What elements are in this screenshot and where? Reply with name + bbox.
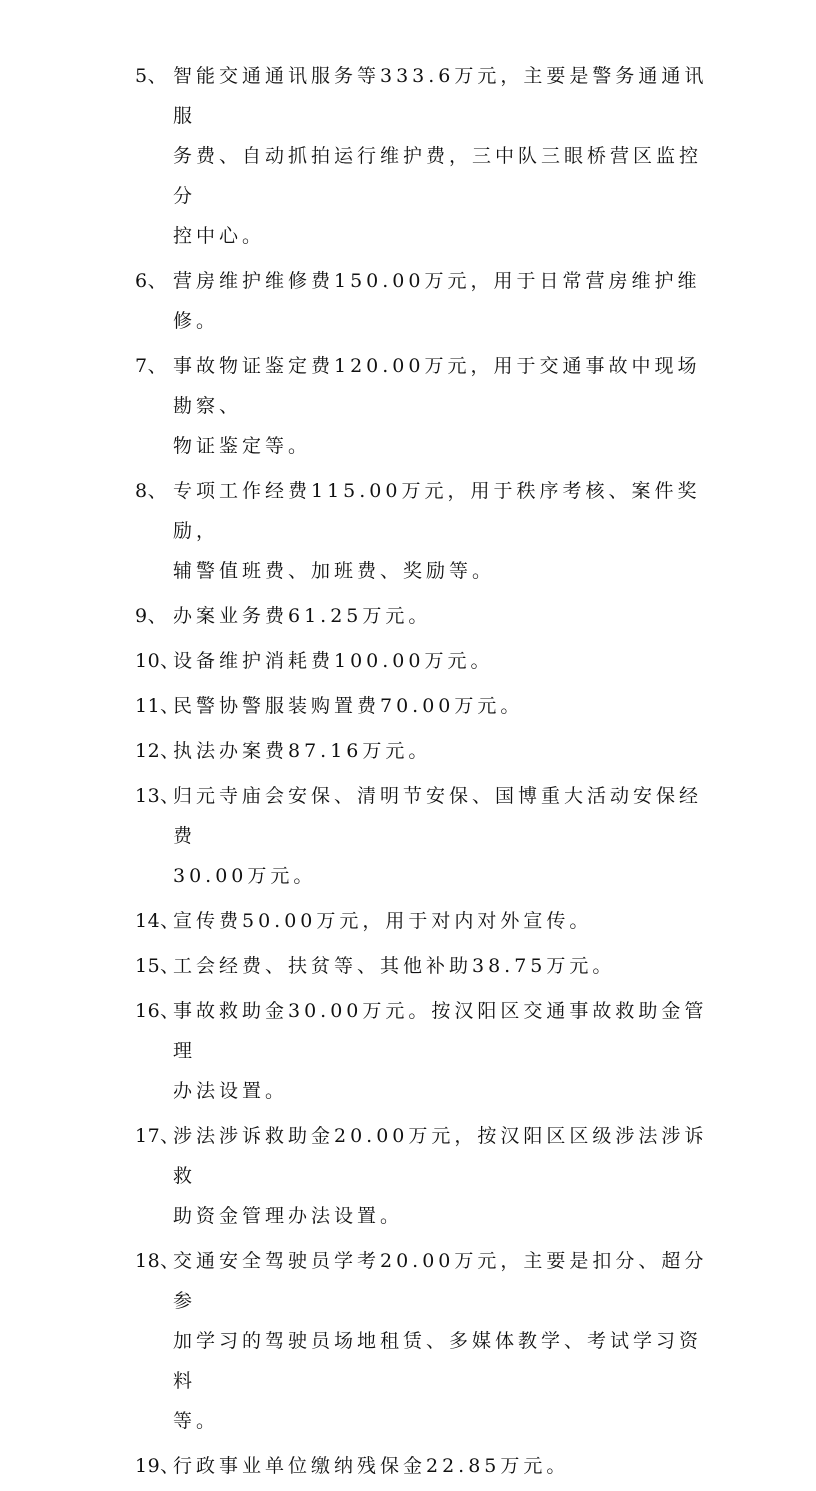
text-line: 30.00万元。 <box>173 865 317 887</box>
text-line: 务费、自动抓拍运行维护费，三中队三眼桥营区监控分 <box>173 145 703 207</box>
list-item <box>135 686 725 726</box>
text-line: 加学习的驾驶员场地租赁、多媒体教学、考试学习资料 <box>173 1330 703 1392</box>
item-number: 15、 <box>135 955 180 977</box>
list-item <box>135 991 725 1111</box>
item-text <box>173 471 708 591</box>
text-line: 办案业务费61.25万元。 <box>173 605 432 627</box>
text-line: 宣传费50.00万元，用于对内对外宣传。 <box>173 910 593 932</box>
list-item <box>135 596 725 636</box>
list-item <box>135 471 725 591</box>
item-number: 16、 <box>135 1000 180 1022</box>
text-line: 涉法涉诉救助金20.00万元，按汉阳区区级涉法涉诉救 <box>173 1125 708 1187</box>
list-item <box>135 731 725 771</box>
item-number: 12、 <box>135 740 180 762</box>
item-number: 14、 <box>135 910 180 932</box>
text-line: 办法设置。 <box>173 1080 289 1102</box>
item-text <box>173 641 708 681</box>
text-line: 事故物证鉴定费120.00万元，用于交通事故中现场勘察、 <box>173 355 701 417</box>
text-line: 专项工作经费115.00万元，用于秩序考核、案件奖励， <box>173 480 701 542</box>
list-item <box>135 346 725 466</box>
item-text <box>173 686 708 726</box>
item-text <box>173 1241 708 1441</box>
item-text <box>173 261 708 341</box>
text-line: 交通安全驾驶员学考20.00万元，主要是扣分、超分参 <box>173 1250 708 1312</box>
item-text <box>173 1446 708 1486</box>
text-line: 设备维护消耗费100.00万元。 <box>173 650 494 672</box>
item-text <box>173 776 708 896</box>
item-number: 13、 <box>135 785 180 807</box>
list-item <box>135 1241 725 1441</box>
item-text <box>173 901 708 941</box>
item-text <box>173 346 708 466</box>
item-text <box>173 56 708 256</box>
item-number: 11、 <box>135 695 180 717</box>
text-line: 营房维护维修费150.00万元，用于日常营房维护维修。 <box>173 270 701 332</box>
list-item <box>135 1446 725 1486</box>
item-number: 5、 <box>135 65 168 87</box>
text-line: 事故救助金30.00万元。按汉阳区交通事故救助金管理 <box>173 1000 708 1062</box>
text-line: 民警协警服装购置费70.00万元。 <box>173 695 524 717</box>
item-number: 6、 <box>135 270 168 292</box>
item-number: 17、 <box>135 1125 180 1147</box>
list-item <box>135 946 725 986</box>
item-number: 19、 <box>135 1455 180 1477</box>
text-line: 助资金管理办法设置。 <box>173 1205 404 1227</box>
list-item <box>135 641 725 681</box>
item-number: 9、 <box>135 605 168 627</box>
list-item <box>135 901 725 941</box>
text-line: 智能交通通讯服务等333.6万元，主要是警务通通讯服 <box>173 65 708 127</box>
text-line: 控中心。 <box>173 225 266 247</box>
text-line: 辅警值班费、加班费、奖励等。 <box>173 560 496 582</box>
item-text <box>173 1116 708 1236</box>
item-number: 10、 <box>135 650 180 672</box>
item-text <box>173 946 708 986</box>
text-line: 归元寺庙会安保、清明节安保、国博重大活动安保经费 <box>173 785 703 847</box>
list-item <box>135 1116 725 1236</box>
text-line: 物证鉴定等。 <box>173 435 312 457</box>
item-text <box>173 991 708 1111</box>
item-number: 7、 <box>135 355 168 377</box>
item-number: 8、 <box>135 480 168 502</box>
list-item <box>135 56 725 256</box>
text-line: 执法办案费87.16万元。 <box>173 740 432 762</box>
list-item <box>135 776 725 896</box>
text-line: 行政事业单位缴纳残保金22.85万元。 <box>173 1455 570 1477</box>
expense-list <box>135 56 725 1491</box>
item-text <box>173 731 708 771</box>
text-line: 工会经费、扶贫等、其他补助38.75万元。 <box>173 955 616 977</box>
text-line: 等。 <box>173 1410 220 1432</box>
item-text <box>173 596 708 636</box>
item-number: 18、 <box>135 1250 180 1272</box>
list-item <box>135 261 725 341</box>
